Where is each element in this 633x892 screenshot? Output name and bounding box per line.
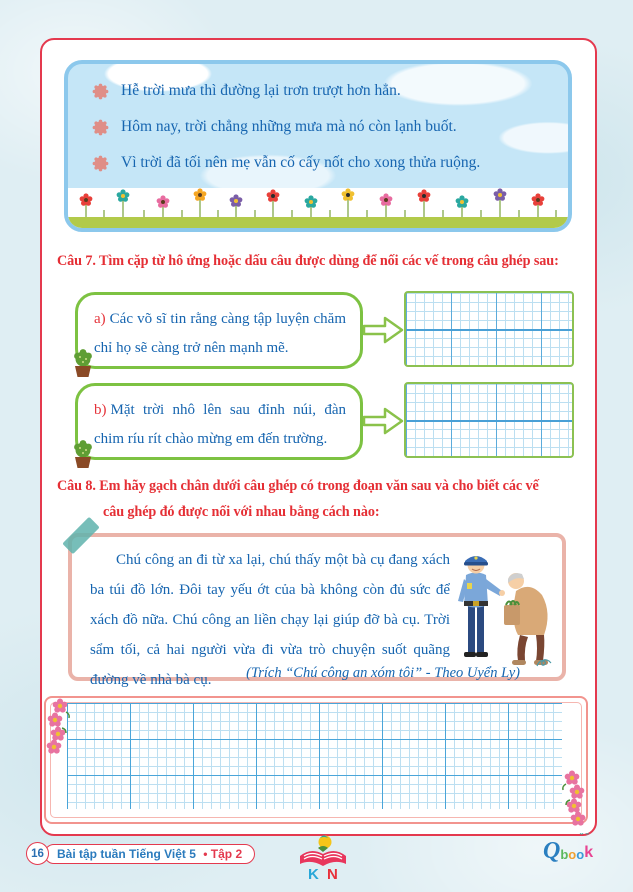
cactus-icon bbox=[70, 348, 96, 378]
example-sentence-row bbox=[92, 118, 457, 136]
grass-strip bbox=[68, 217, 568, 228]
page-number: 16 bbox=[26, 842, 49, 865]
kn-logo-letter-n: N bbox=[327, 866, 338, 882]
item-b-label: b) bbox=[94, 402, 107, 418]
qbook-logo bbox=[543, 832, 594, 864]
item-b-sentence: Mặt trời nhô lên sau đỉnh núi, đàn chim ríu rít chào mừng em đến trường. bbox=[94, 402, 346, 447]
question7-item-a-box bbox=[75, 292, 363, 369]
question7-item-b-text bbox=[94, 396, 346, 454]
book-title-pill bbox=[44, 844, 255, 864]
birds-icon: ˇˇ bbox=[579, 832, 592, 844]
example-sentence-row bbox=[92, 82, 401, 100]
example-sentence-row bbox=[92, 154, 480, 172]
volume-label: • Tập 2 bbox=[203, 846, 243, 861]
item-a-label: a) bbox=[94, 311, 106, 327]
flower-bullet-icon bbox=[92, 155, 109, 172]
example-sentence: Vì trời đã tối nên mẹ vẫn cố cấy nốt cho xong thửa ruộng. bbox=[121, 154, 481, 171]
example-sentence: Hễ trời mưa thì đường lại trơn trượt hơn hẳn. bbox=[121, 82, 401, 99]
flower-bullet-icon bbox=[92, 119, 109, 136]
passage-text: Chú công an đi từ xa lại, chú thấy một bà cụ đang xách ba túi đồ lớn. Đôi tay yếu ớt của bà không còn đủ sức để xách đồ nữa. Chú công an liền chạy lại giúp đỡ bà cụ. Trời sẩm tối, cả hai người vừa đi vừa trò chuyện suốt quãng đường về nhà bà cụ. bbox=[90, 552, 450, 688]
writing-answer-grid[interactable] bbox=[67, 703, 562, 809]
qbook-letter: k bbox=[584, 844, 594, 861]
kn-publisher-logo bbox=[296, 832, 350, 882]
item-a-sentence: Các võ sĩ tin rằng càng tập luyện chăm chỉ họ sẽ càng trở nên mạnh mẽ. bbox=[94, 311, 346, 356]
arrow-right-icon bbox=[362, 405, 404, 437]
page-footer bbox=[0, 832, 633, 882]
flower-cluster-icon bbox=[46, 698, 80, 754]
arrow-right-icon bbox=[362, 314, 404, 346]
book-title: Bài tập tuần Tiếng Việt 5 bbox=[57, 846, 196, 861]
answer-grid-b[interactable] bbox=[404, 382, 574, 458]
example-sentence: Hôm nay, trời chẳng những mưa mà nó còn lạnh buốt. bbox=[121, 118, 457, 135]
question7-item-a-text bbox=[94, 305, 346, 363]
qbook-letter: b bbox=[560, 847, 569, 862]
answer-grid-a[interactable] bbox=[404, 291, 574, 367]
passage-attribution: (Trích “Chú công an xóm tôi” - Theo Uyển Ly) bbox=[246, 665, 520, 681]
flower-meadow-decoration bbox=[68, 188, 568, 228]
question8-heading-line2: câu ghép đó được nối với nhau bằng cách nào: bbox=[103, 504, 380, 520]
question8-passage-box bbox=[68, 533, 566, 688]
police-helping-elderly-illustration bbox=[446, 543, 558, 675]
example-sentences-box bbox=[64, 60, 572, 232]
question7-item-b-box bbox=[75, 383, 363, 460]
question8-heading-line1: Câu 8. Em hãy gạch chân dưới câu ghép có trong đoạn văn sau và cho biết các vế bbox=[57, 478, 539, 494]
footer-left bbox=[26, 842, 255, 865]
flower-bullet-icon bbox=[92, 83, 109, 100]
cactus-icon bbox=[70, 439, 96, 469]
qbook-letter-q: Q bbox=[543, 838, 561, 864]
qbook-letter: o bbox=[568, 847, 577, 862]
qbook-letter: o bbox=[576, 847, 585, 862]
swirl-decoration-icon bbox=[536, 657, 552, 669]
flower-cluster-icon bbox=[552, 770, 586, 826]
kn-logo-letter-k: K bbox=[308, 866, 319, 882]
question7-heading: Câu 7. Tìm cặp từ hô ứng hoặc dấu câu được dùng để nối các vế trong câu ghép sau: bbox=[57, 253, 559, 269]
